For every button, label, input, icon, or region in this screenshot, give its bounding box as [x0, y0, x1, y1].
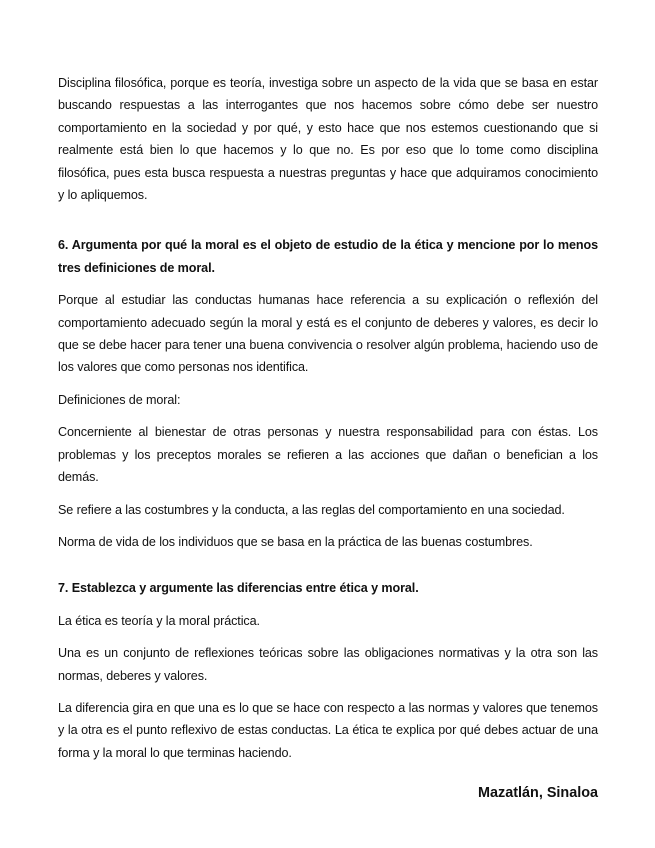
- section-6-answer: Porque al estudiar las conductas humanas hace referencia a su explicación o reflexión del comportamiento adecuado según la moral y está es el conjunto de deberes y valores, es decir lo que se debe hacer para tener una buena convivencia o resolver algún problema, haciendo uso de los valores que como personas nos identifica.: [58, 293, 598, 375]
- definition-3: Norma de vida de los individuos que se basa en la práctica de las buenas costumbres.: [58, 534, 533, 549]
- section-7-paragraph-2: Una es un conjunto de reflexiones teóricas sobre las obligaciones normativas y la otra son las normas, deberes y valores.: [58, 646, 598, 683]
- section-6-heading: 6. Argumenta por qué la moral es el objeto de estudio de la ética y mencione por lo menos tres definiciones de moral.: [58, 238, 598, 275]
- section-7-paragraph-1: La ética es teoría y la moral práctica.: [58, 613, 260, 628]
- intro-paragraph: Disciplina filosófica, porque es teoría, investiga sobre un aspecto de la vida que se basa en estar buscando respuestas a las interrogantes que nos hacemos sobre cómo debe ser nuestro comportamiento en la sociedad y por qué, y esto hace que nos estemos cuestionando que si realmente está bien lo que hacemos y lo que no. Es por eso que lo tome como disciplina filosófica, pues esta busca respuesta a nuestras preguntas y hace que adquiramos conocimiento y lo apliquemos.: [58, 76, 598, 203]
- section-7-paragraph-3: La diferencia gira en que una es lo que se hace con respecto a las normas y valores que tenemos y la otra es el punto reflexivo de estas conductas. La ética te explica por qué debes actuar de una forma y la moral lo que terminas haciendo.: [58, 700, 598, 760]
- definitions-label: Definiciones de moral:: [58, 392, 181, 407]
- definition-2: Se refiere a las costumbres y la conducta, a las reglas del comportamiento en una sociedad.: [58, 502, 565, 517]
- definition-1: Concerniente al bienestar de otras personas y nuestra responsabilidad para con éstas. Los problemas y los preceptos morales se refieren a las acciones que dañan o benefician a los demás.: [58, 425, 598, 485]
- section-7-heading: 7. Establezca y argumente las diferencias entre ética y moral.: [58, 581, 419, 596]
- footer-location: Mazatlán, Sinaloa: [478, 785, 598, 801]
